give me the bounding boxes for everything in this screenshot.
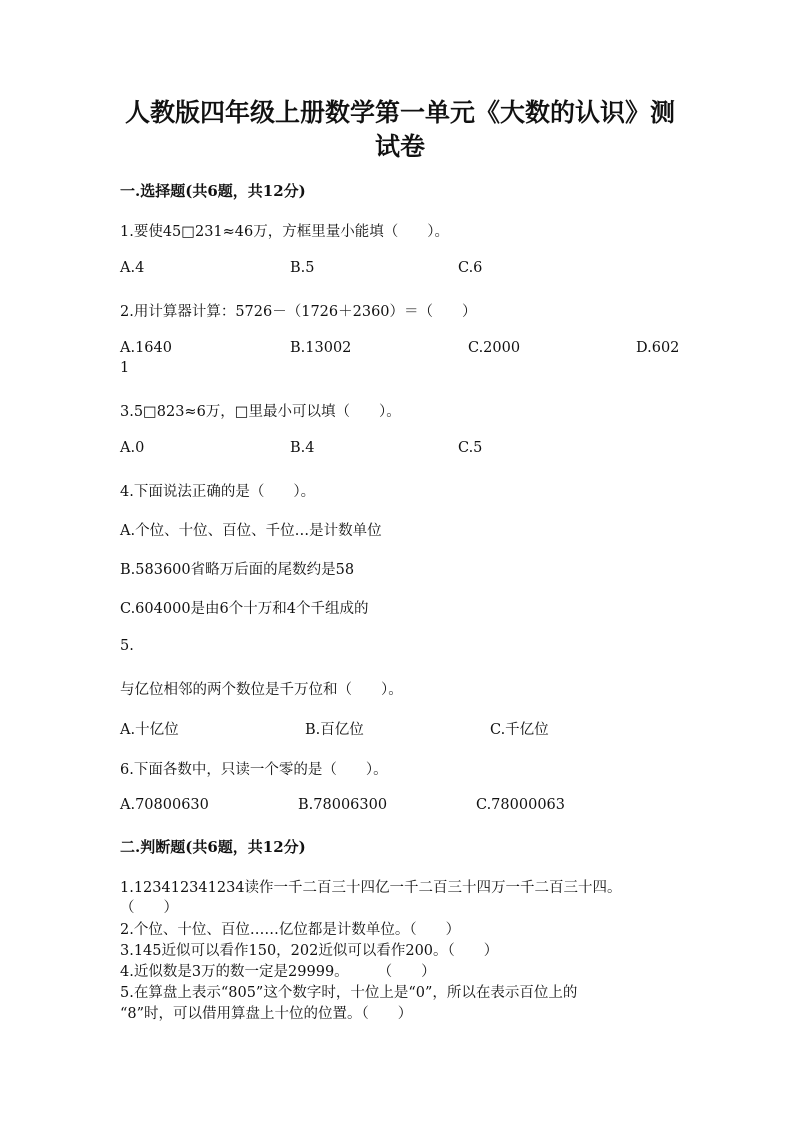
question-2-option-c: C.2000	[468, 340, 521, 356]
question-4-stem: 4.下面说法正确的是（ ）。	[120, 484, 316, 500]
section-heading-judgement: 二.判断题(共6题，共12分)	[120, 838, 306, 856]
judgement-1-line2: （ ）	[120, 900, 178, 916]
question-3-option-a: A.0	[120, 440, 145, 456]
section-heading-choice: 一.选择题(共6题，共12分)	[120, 182, 306, 200]
question-6-option-b: B.78006300	[298, 797, 388, 813]
judgement-3: 3.145近似可以看作150，202近似可以看作200。（ ）	[120, 943, 499, 959]
question-6-option-c: C.78000063	[476, 797, 565, 813]
judgement-2: 2.个位、十位、百位……亿位都是计数单位。（ ）	[120, 922, 461, 938]
judgement-5-line2: “8”时，可以借用算盘上十位的位置。（ ）	[120, 1006, 413, 1022]
judgement-4: 4.近似数是3万的数一定是29999。 （ ）	[120, 964, 436, 980]
judgement-5-line1: 5.在算盘上表示“805”这个数字时，十位上是“0”，所以在表示百位上的	[120, 985, 578, 1001]
question-5-option-b: B.百亿位	[305, 722, 364, 738]
question-6-stem: 6.下面各数中，只读一个零的是（ ）。	[120, 762, 388, 778]
question-2-option-b: B.13002	[290, 340, 352, 356]
question-4-option-c: C.604000是由6个十万和4个千组成的	[120, 601, 369, 617]
judgement-1-line1: 1.123412341234读作一千二百三十四亿一千二百三十四万一千二百三十四。	[120, 880, 622, 896]
question-3-stem: 3.5□823≈6万，□里最小可以填（ ）。	[120, 404, 401, 420]
question-4-option-a: A.个位、十位、百位、千位…是计数单位	[120, 523, 382, 539]
question-2-option-d: D.602	[636, 340, 680, 356]
question-5-stem: 与亿位相邻的两个数位是千万位和（ ）。	[120, 682, 403, 698]
question-1-option-b: B.5	[290, 260, 315, 276]
question-2-stem: 2.用计算器计算：5726－（1726＋2360）＝（ ）	[120, 304, 477, 320]
page-title-line1: 人教版四年级上册数学第一单元《大数的认识》测	[124, 98, 675, 127]
question-5-option-a: A.十亿位	[120, 722, 179, 738]
question-3-option-b: B.4	[290, 440, 315, 456]
question-6-option-a: A.70800630	[120, 797, 209, 813]
question-4-option-b: B.583600省略万后面的尾数约是58	[120, 562, 355, 578]
question-1-stem: 1.要使45□231≈46万，方框里量小能填（ ）。	[120, 224, 450, 240]
question-5-number: 5.	[120, 638, 134, 654]
question-1-option-a: A.4	[120, 260, 145, 276]
question-2-option-d-wrap: 1	[120, 360, 130, 376]
question-5-option-c: C.千亿位	[490, 722, 549, 738]
question-2-option-a: A.1640	[120, 340, 172, 356]
page-title-line2: 试卷	[374, 132, 425, 161]
question-3-option-c: C.5	[458, 440, 483, 456]
question-1-option-c: C.6	[458, 260, 483, 276]
